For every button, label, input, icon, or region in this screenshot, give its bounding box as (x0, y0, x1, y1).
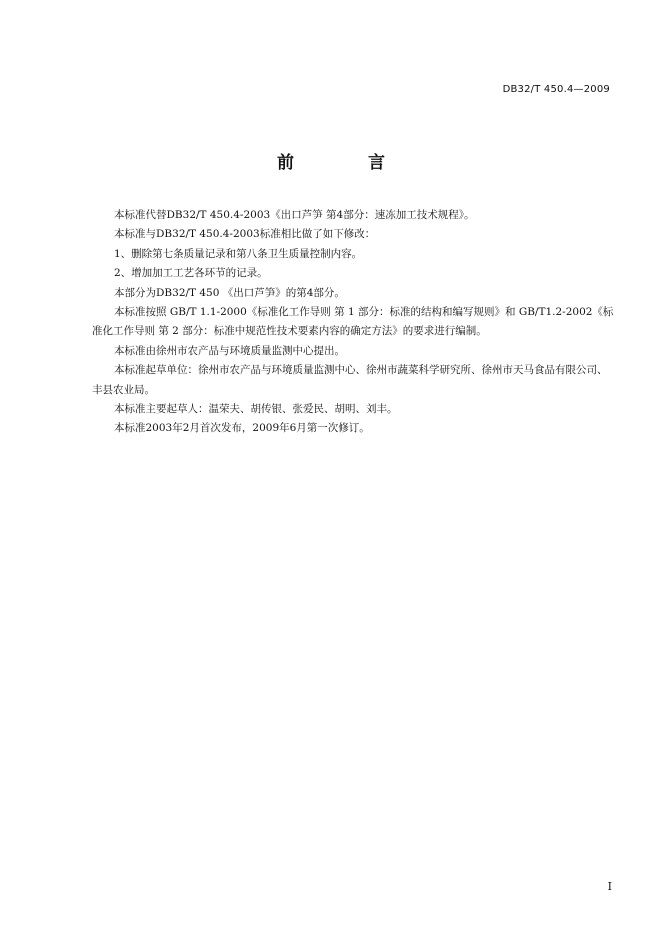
paragraph: 本标准2003年2月首次发布，2009年6月第一次修订。 (114, 422, 370, 435)
paragraph: 本标准代替DB32/T 450.4-2003《出口芦笋 第4部分：速冻加工技术规程》。 (114, 209, 475, 221)
paragraph: 本部分为DB32/T 450 《出口芦笋》的第4部分。 (114, 286, 345, 299)
paragraph: 本标准与DB32/T 450.4-2003标准相比做了如下修改： (114, 228, 376, 241)
document-code: DB32/T 450.4—2009 (502, 84, 610, 95)
foreword-body (92, 206, 614, 439)
paragraph: 1、删除第七条质量记录和第八条卫生质量控制内容。 (114, 247, 363, 260)
paragraph: 本标准按照 GB/T 1.1-2000《标准化工作导则 第 1 部分：标准的结构和编写规则》和 GB/T1.2-2002《标准化工作导则 第 2 部分：标准中规范性技术要素内容的确定方法》的要求进行编制。 (92, 306, 614, 338)
paragraph: 本标准由徐州市农产品与环境质量监测中心提出。 (114, 344, 345, 357)
paragraph: 本标准主要起草人：温荣夫、胡传银、张爱民、胡明、刘丰。 (114, 403, 398, 416)
paragraph: 本标准起草单位：徐州市农产品与环境质量监测中心、徐州市蔬菜科学研究所、徐州市天马食品有限公司、丰县农业局。 (92, 364, 608, 396)
paragraph: 2、增加加工工艺各环节的记录。 (114, 267, 268, 280)
page-number: I (607, 880, 612, 893)
section-title: 前 言 (277, 153, 419, 173)
